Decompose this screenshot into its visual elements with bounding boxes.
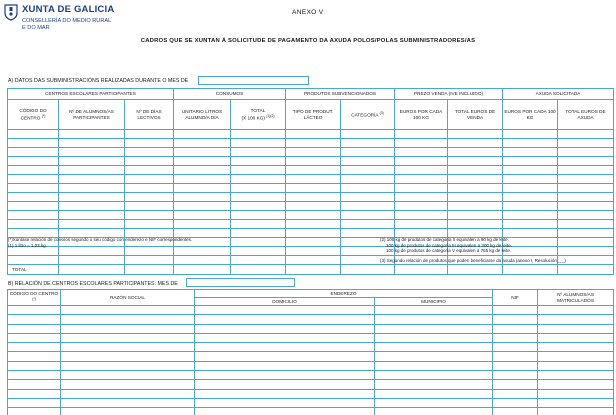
table-cell[interactable] [174,139,231,148]
table-cell[interactable] [558,220,614,229]
table-cell[interactable] [125,220,174,229]
col-b-nif: NIF [493,290,538,306]
page-title: CADROS QUE SE XUNTAN Á SOLICITUDE DE PAGAMENTO DA AXUDA POLOS/POLAS SUBMINISTRADORES/AS [140,38,476,44]
table-cell[interactable] [286,202,341,211]
notes-left: (*)Xúntase relación de colexios segundo o seu código con enderezo e NIF correspondentes. (1) 1 litro = 1,03 kg [8,237,193,248]
table-cell[interactable] [493,371,538,380]
table-cell[interactable] [448,175,503,184]
table-cell[interactable] [395,184,448,193]
table-cell[interactable] [59,193,125,202]
table-cell[interactable] [538,315,614,324]
col-codigo-centro: CÓDIGO DO CENTRO (*) [8,100,59,130]
table-row [8,408,614,415]
table-row [8,389,614,398]
table-cell[interactable] [195,315,375,324]
col-num-alumnos: Nº DE ALUMNOS/AS PARTICIPANTES [59,100,125,130]
col-euros-100kg: EUROS POR CADA 100 KG [395,100,448,130]
table-cell[interactable] [395,175,448,184]
table-cell[interactable] [503,157,558,166]
table-cell[interactable] [395,202,448,211]
table-row [8,211,614,220]
table-row [8,202,614,211]
table-cell[interactable] [174,184,231,193]
col-tipo-produto: TIPO DE PRODUT. LÁCTEO [286,100,341,130]
table-cell[interactable] [8,371,61,380]
table-cell[interactable] [395,148,448,157]
table-cell[interactable] [341,175,395,184]
table-cell[interactable] [395,193,448,202]
col-total: TOTAL (X 100 KG) $^{(1)(2)}$ [231,100,286,130]
table-row [8,175,614,184]
table-cell[interactable] [395,139,448,148]
annex-label: ANEXO V [292,9,324,16]
table-cell[interactable] [558,148,614,157]
table-row [8,333,614,342]
table-cell[interactable] [231,139,286,148]
table-cell[interactable] [61,315,195,324]
table-cell[interactable] [8,333,61,342]
col-b-municipio: MUNICIPIO [375,298,493,306]
table-cell[interactable] [341,157,395,166]
col-num-dias: Nº DE DÍAS LECTIVOS [125,100,174,130]
table-cell[interactable] [341,166,395,175]
table-cell[interactable] [558,229,614,238]
table-cell[interactable] [375,315,493,324]
table-cell[interactable] [8,306,61,315]
table-cell[interactable] [61,408,195,415]
table-row [8,220,614,229]
table-cell[interactable] [59,130,125,139]
table-row [8,184,614,193]
table-cell[interactable] [8,166,59,175]
table-cell[interactable] [174,157,231,166]
col-b-num-alumnos: Nº ALUMNOS/AS MATRICULADOS [538,290,614,306]
total-cell[interactable] [286,265,341,275]
table-cell[interactable] [286,220,341,229]
table-cell[interactable] [493,408,538,415]
table-cell[interactable] [503,220,558,229]
table-cell[interactable] [538,371,614,380]
table-cell[interactable] [8,148,59,157]
table-cell[interactable] [395,211,448,220]
table-cell[interactable] [286,175,341,184]
table-cell[interactable] [195,380,375,389]
table-cell[interactable] [538,380,614,389]
table-cell[interactable] [231,193,286,202]
table-cell[interactable] [286,184,341,193]
table-cell[interactable] [8,324,61,333]
table-cell[interactable] [125,166,174,175]
total-cell[interactable] [125,265,174,275]
table-cell[interactable] [231,148,286,157]
table-cell[interactable] [59,220,125,229]
table-row [8,306,614,315]
table-cell[interactable] [195,371,375,380]
table-cell[interactable] [503,139,558,148]
table-cell[interactable] [174,220,231,229]
table-cell[interactable] [286,193,341,202]
table-cell[interactable] [8,380,61,389]
total-cell[interactable] [503,265,558,275]
group-header-consumos: CONSUMOS [174,89,286,100]
table-cell[interactable] [448,166,503,175]
table-cell[interactable] [8,193,59,202]
table-cell[interactable] [125,148,174,157]
table-cell[interactable] [493,324,538,333]
table-cell[interactable] [493,343,538,352]
table-cell[interactable] [448,130,503,139]
col-unitario: UNITARIO LITROS ALUMNO/A DÍA [174,100,231,130]
table-cell[interactable] [8,256,59,265]
table-cell[interactable] [231,211,286,220]
table-cell[interactable] [231,130,286,139]
table-cell[interactable] [231,220,286,229]
table-cell[interactable] [286,256,341,265]
table-cell[interactable] [59,175,125,184]
table-cell[interactable] [538,361,614,370]
table-row [8,139,614,148]
table-cell[interactable] [286,247,341,256]
table-row [8,343,614,352]
table-cell[interactable] [286,130,341,139]
table-cell[interactable] [174,175,231,184]
table-cell[interactable] [558,247,614,256]
table-cell[interactable] [493,398,538,407]
table-cell[interactable] [174,193,231,202]
table-cell[interactable] [538,333,614,342]
table-cell[interactable] [448,139,503,148]
col-b-codigo-centro: CÓDIGO DO CENTRO (*) [8,290,61,306]
table-cell[interactable] [59,157,125,166]
col-total-euros-axuda: TOTAL EUROS DE AXUDA [558,100,614,130]
table-cell[interactable] [8,211,59,220]
col-b-enderezo: ENDEREZO [195,290,493,298]
table-cell[interactable] [341,220,395,229]
table-cell[interactable] [125,157,174,166]
table-cell[interactable] [395,157,448,166]
table-cell[interactable] [286,157,341,166]
total-cell[interactable] [558,265,614,275]
table-row [8,148,614,157]
table-cell[interactable] [8,343,61,352]
table-cell[interactable] [174,256,231,265]
table-cell[interactable] [395,130,448,139]
table-cell[interactable] [493,352,538,361]
table-cell[interactable] [375,306,493,315]
table-cell[interactable] [231,184,286,193]
table-cell[interactable] [558,175,614,184]
total-row-label: TOTAL [8,265,59,275]
table-cell[interactable] [61,333,195,342]
table-cell[interactable] [341,130,395,139]
section-b-label: B) RELACIÓN DE CENTROS ESCOLARES PARTICIPANTES: MES DE [8,281,178,287]
table-cell[interactable] [125,139,174,148]
group-header-axuda: AXUDA SOLICITADA [503,89,614,100]
table-cell[interactable] [538,398,614,407]
table-cell[interactable] [538,352,614,361]
table-cell[interactable] [286,148,341,157]
table-cell[interactable] [59,166,125,175]
table-cell[interactable] [231,229,286,238]
table-cell[interactable] [231,175,286,184]
table-cell[interactable] [61,380,195,389]
table-cell[interactable] [448,184,503,193]
table-row [8,352,614,361]
table-cell[interactable] [61,371,195,380]
table-cell[interactable] [558,139,614,148]
table-cell[interactable] [341,184,395,193]
table-cell[interactable] [503,184,558,193]
table-cell[interactable] [8,315,61,324]
table-cell[interactable] [59,211,125,220]
group-header-produtos: PRODUTOS SUBVENCIONADOS [286,89,395,100]
table-row [8,371,614,380]
table-cell[interactable] [195,389,375,398]
table-cell[interactable] [375,398,493,407]
table-cell[interactable] [59,202,125,211]
table-cell[interactable] [375,380,493,389]
total-cell[interactable] [59,265,125,275]
table-row [8,315,614,324]
table-cell[interactable] [231,157,286,166]
table-cell[interactable] [195,408,375,415]
table-cell[interactable] [61,306,195,315]
table-cell[interactable] [125,256,174,265]
table-cell[interactable] [8,408,61,415]
table-cell[interactable] [448,220,503,229]
table-cell[interactable] [59,256,125,265]
table-cell[interactable] [231,238,286,247]
table-row [8,398,614,407]
group-header-centros: CENTROS ESCOLARES PARTICIPANTES [8,89,174,100]
col-b-razon-social: RAZÓN SOCIAL [61,290,195,306]
total-cell[interactable] [341,265,395,275]
table-cell[interactable] [558,202,614,211]
table-cell[interactable] [558,130,614,139]
table-cell[interactable] [448,193,503,202]
table-cell[interactable] [503,193,558,202]
centres-table [7,289,614,415]
table-cell[interactable] [174,166,231,175]
table-cell[interactable] [125,175,174,184]
table-cell[interactable] [231,166,286,175]
table-cell[interactable] [61,361,195,370]
table-cell[interactable] [341,193,395,202]
table-cell[interactable] [538,389,614,398]
table-cell[interactable] [195,352,375,361]
table-cell[interactable] [503,175,558,184]
section-b-month-field[interactable] [186,278,295,287]
total-cell[interactable] [174,265,231,275]
table-cell[interactable] [59,184,125,193]
table-cell[interactable] [174,130,231,139]
table-cell[interactable] [493,389,538,398]
table-cell[interactable] [231,202,286,211]
table-cell[interactable] [174,148,231,157]
table-cell[interactable] [538,324,614,333]
table-cell[interactable] [8,139,59,148]
table-cell[interactable] [195,324,375,333]
table-cell[interactable] [286,211,341,220]
table-cell[interactable] [8,352,61,361]
table-cell[interactable] [558,157,614,166]
table-cell[interactable] [503,202,558,211]
table-cell[interactable] [375,361,493,370]
section-a-month-field[interactable] [198,76,309,85]
table-row [8,380,614,389]
table-cell[interactable] [195,333,375,342]
table-cell[interactable] [61,398,195,407]
table-cell[interactable] [341,139,395,148]
table-cell[interactable] [375,324,493,333]
table-cell[interactable] [558,184,614,193]
table-cell[interactable] [174,202,231,211]
table-cell[interactable] [195,398,375,407]
col-categoria: CATEGORÍA $^{(3)}$ [341,100,395,130]
table-cell[interactable] [493,333,538,342]
table-cell[interactable] [448,211,503,220]
table-row [8,157,614,166]
table-cell[interactable] [125,202,174,211]
table-cell[interactable] [341,211,395,220]
col-euros-100kg-axuda: EUROS POR CADA 100 KG [503,100,558,130]
table-cell[interactable] [61,352,195,361]
table-cell[interactable] [8,398,61,407]
table-cell[interactable] [286,139,341,148]
table-cell[interactable] [231,256,286,265]
table-cell[interactable] [375,408,493,415]
table-cell[interactable] [174,211,231,220]
table-cell[interactable] [493,380,538,389]
table-cell[interactable] [558,166,614,175]
table-cell[interactable] [8,157,59,166]
table-cell[interactable] [61,324,195,333]
col-b-domicilio: DOMICILIO [195,298,375,306]
section-a-label: A) DATOS DAS SUBMINISTRACIÓNS REALIZADAS DURANTE O MES DE [8,78,189,84]
table-cell[interactable] [125,184,174,193]
table-cell[interactable] [8,184,59,193]
table-cell[interactable] [195,343,375,352]
table-cell[interactable] [493,315,538,324]
table-cell[interactable] [195,306,375,315]
table-cell[interactable] [375,389,493,398]
total-cell[interactable] [231,265,286,275]
table-cell[interactable] [375,333,493,342]
table-cell[interactable] [286,238,341,247]
table-cell[interactable] [59,139,125,148]
table-cell[interactable] [448,202,503,211]
table-cell[interactable] [59,148,125,157]
col-total-euros-venda: TOTAL EUROS DE VENDA [448,100,503,130]
table-cell[interactable] [231,247,286,256]
table-cell[interactable] [375,343,493,352]
table-row [8,166,614,175]
table-row [8,193,614,202]
table-cell[interactable] [503,148,558,157]
table-cell[interactable] [286,229,341,238]
department-name: CONSELLERÍA DO MEDIO RURAL E DO MAR [22,18,112,31]
galicia-shield-icon [4,4,18,21]
table-cell[interactable] [558,238,614,247]
table-cell[interactable] [341,148,395,157]
table-cell[interactable] [8,389,61,398]
table-cell[interactable] [286,166,341,175]
table-cell[interactable] [493,361,538,370]
table-cell[interactable] [341,202,395,211]
table-cell[interactable] [503,166,558,175]
table-cell[interactable] [503,130,558,139]
brand-name: XUNTA DE GALICIA [22,4,115,15]
table-cell[interactable] [538,343,614,352]
table-cell[interactable] [448,157,503,166]
table-cell[interactable] [395,166,448,175]
table-cell[interactable] [61,389,195,398]
table-cell[interactable] [395,220,448,229]
table-row [8,361,614,370]
table-cell[interactable] [503,211,558,220]
table-cell[interactable] [558,211,614,220]
table-cell[interactable] [375,371,493,380]
table-cell[interactable] [61,343,195,352]
table-cell[interactable] [538,306,614,315]
table-cell[interactable] [8,361,61,370]
table-cell[interactable] [538,408,614,415]
group-header-prezo: PREZO VENDA (IVE INCLUIDO) [395,89,503,100]
total-cell[interactable] [448,265,503,275]
table-cell[interactable] [558,193,614,202]
table-row [8,130,614,139]
table-cell[interactable] [8,175,59,184]
table-cell[interactable] [8,202,59,211]
table-row [8,324,614,333]
table-cell[interactable] [125,193,174,202]
table-cell[interactable] [125,130,174,139]
table-cell[interactable] [195,361,375,370]
table-cell[interactable] [8,220,59,229]
table-cell[interactable] [448,148,503,157]
table-cell[interactable] [375,352,493,361]
table-cell[interactable] [125,211,174,220]
total-cell[interactable] [395,265,448,275]
notes-right: (2) 100 kg de produtos de categoría II equivalen a 90 kg de leite. 100 kg de produtos de categoría III equivalen a 300 kg de leite. 100 kg de produtos de categoría V equivalen a 765 kg de leite. (3) Segundo relación de produtos que poden beneficiarse da axuda (anexo I, Resolución___) [380,237,566,263]
table-cell[interactable] [493,306,538,315]
table-cell[interactable] [8,130,59,139]
